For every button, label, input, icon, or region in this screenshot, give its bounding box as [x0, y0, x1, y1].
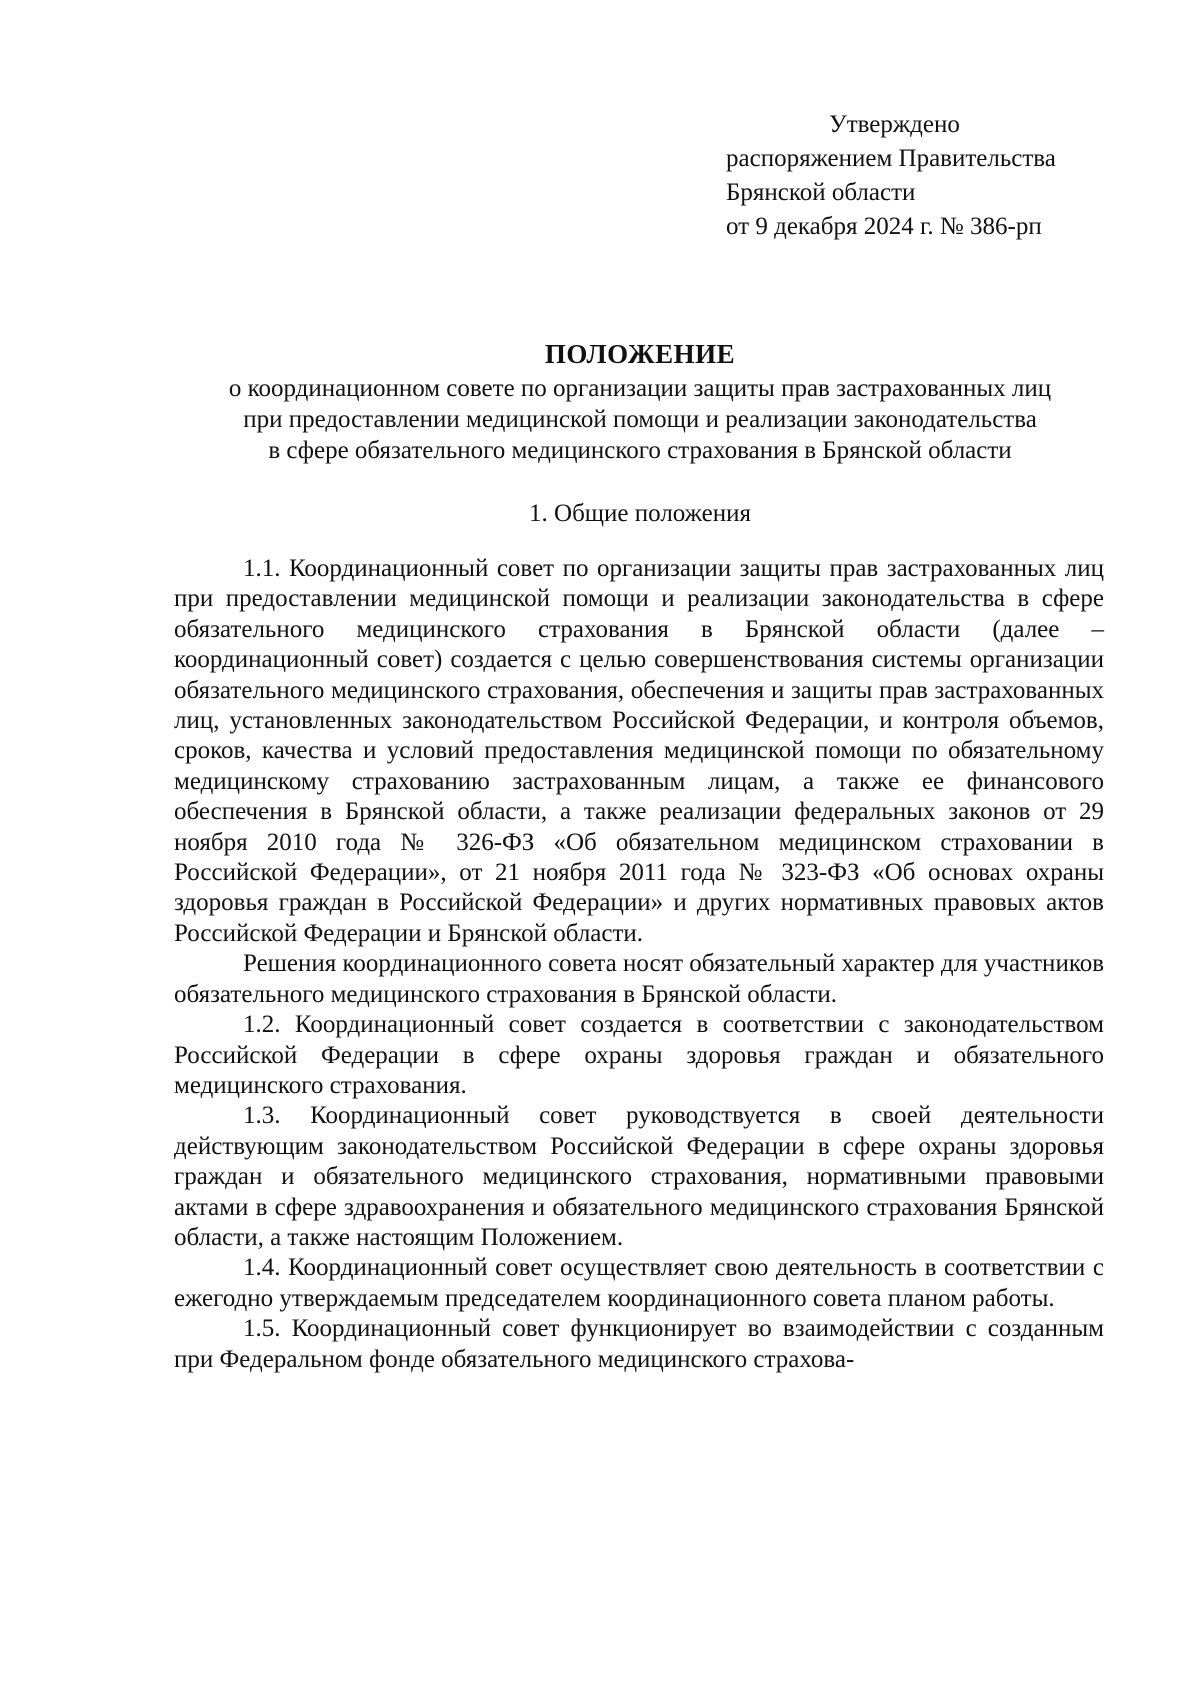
approval-line-date-number: от 9 декабря 2024 г. № 386-рп [726, 213, 1042, 240]
paragraph-1-3: 1.3. Координационный совет руководствуется в своей деятельности действующим законодательством Российской Федерации в сфере охраны здоровья граждан и обязательного медицинского страхования, нормативными правовыми актами в сфере здравоохранения и обязательного медицинского страхования Брянской области, а также настоящим Положением. [174, 1102, 1104, 1251]
section-heading: 1. Общие положения [529, 500, 751, 527]
paragraph-1-5: 1.5. Координационный совет функционирует во взаимодействии с созданным при Федеральном фонде обязательного медицинского страхова- [174, 1315, 1104, 1373]
approval-line-order: распоряжением Правительства [726, 145, 1056, 172]
document-subtitle-line: при предоставлении медицинской помощи и реализации законодательства [243, 406, 1037, 433]
title-block [160, 335, 1120, 466]
paragraph-1-4: 1.4. Координационный совет осуществляет свою деятельность в соответствии с ежегодно утверждаемым председателем координационного совета планом работы. [174, 1254, 1104, 1312]
approval-line-region: Брянской области [726, 179, 916, 206]
approval-stamp [726, 108, 1056, 244]
document-title: ПОЛОЖЕНИЕ [544, 339, 736, 369]
paragraph-decisions: Решения координационного совета носят обязательный характер для участников обязательного медицинского страхования в Брянской области. [174, 950, 1104, 1008]
document-subtitle-line: о координационном совете по организации защиты прав застрахованных лиц [228, 375, 1052, 402]
document-subtitle-line: в сфере обязательного медицинского страхования в Брянской области [268, 437, 1012, 464]
document-body [174, 554, 1104, 1375]
approval-line-approved: Утверждено [829, 111, 960, 138]
paragraph-1-1: 1.1. Координационный совет по организации защиты прав застрахованных лиц при предоставлении медицинской помощи и реализации законодательства в сфере обязательного медицинского страхования в Брянской области (далее – координационный совет) создается с целью совершенствования системы организации обязательного медицинского страхования, обеспечения и защиты прав застрахованных лиц, установленных законодательством Российской Федерации, и контроля объемов, сроков, качества и условий предоставления медицинской помощи по обязательному медицинскому страхованию застрахованным лицам, а также ее финансового обеспечения в Брянской области, а также реализации федеральных законов от 29 ноября 2010 года № 326-ФЗ «Об обязательном медицинском страховании в Российской Федерации», от 21 ноября 2011 года № 323-ФЗ «Об основах охраны здоровья граждан в Российской Федерации» и других нормативных правовых актов Российской Федерации и Брянской области. [174, 555, 1104, 947]
paragraph-1-2: 1.2. Координационный совет создается в соответствии с законодательством Российской Федерации в сфере охраны здоровья граждан и обязательного медицинского страхования. [174, 1011, 1104, 1099]
